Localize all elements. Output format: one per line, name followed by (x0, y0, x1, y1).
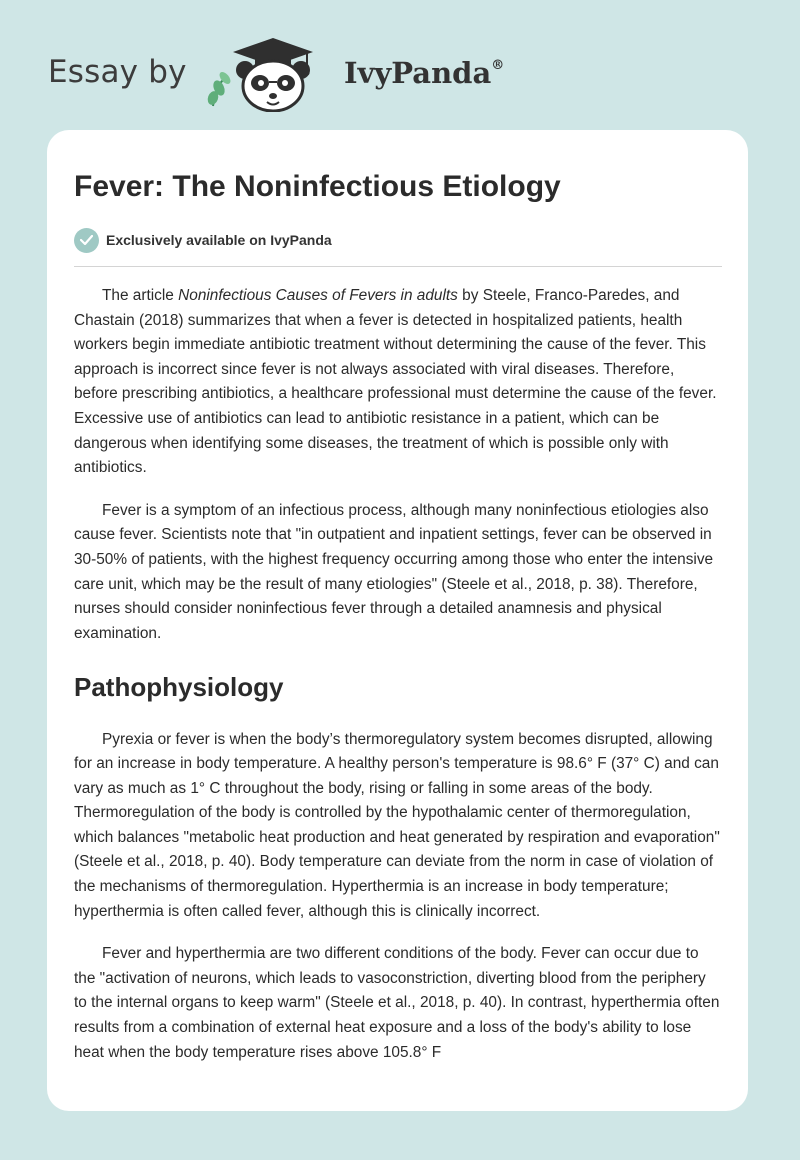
exclusive-badge (74, 227, 722, 253)
brand-prefix: Essay by (48, 54, 187, 90)
article-body (74, 284, 722, 1065)
page-title: Fever: The Noninfectious Etiology (74, 170, 561, 203)
exclusive-label: Exclusively available on IvyPanda (106, 232, 332, 248)
section-heading-pathophysiology: Pathophysiology (74, 672, 284, 703)
article-card (47, 130, 748, 1111)
article-title-citation: Noninfectious Causes of Fevers in adults (178, 287, 458, 304)
paragraph-1: The article Noninfectious Causes of Fevers in adults by Steele, Franco-Paredes, and Chastain (2018) summarizes that when a fever is detected in hospitalized patients, health workers begin immediate antibiotic treatment without determining the cause of the fever. This approach is incorrect since fever is not always associated with viral diseases. Therefore, before prescribing antibiotics, a healthcare professional must determine the cause of the fever. Excessive use of antibiotics can lead to antibiotic resistance in a patient, which can be dangerous when identifying some diseases, the treatment of which is possible only with antibiotics. (74, 287, 717, 477)
paragraph-4: Fever and hyperthermia are two different conditions of the body. Fever can occur due to the "activation of neurons, which leads to vasoconstriction, diverting blood from the periphery to the internal organs to keep warm" (Steele et al., 2018, p. 40). In contrast, hyperthermia often results from a combination of external heat exposure and a loss of the body's ability to lose heat when the body temperature rises above 105.8° F (74, 945, 720, 1061)
brand-header[interactable] (48, 36, 508, 116)
brand-name: IvyPanda® (344, 56, 505, 90)
check-circle-icon (74, 228, 99, 253)
paragraph-3: Pyrexia or fever is when the body’s thermoregulatory system becomes disrupted, allowing for an increase in body temperature. A healthy person's temperature is 98.6° F (37° C) and can vary as much as 1° C throughout the body, rising or falling in some areas of the body. Thermoregulation of the body is controlled by the hypothalamic center of thermoregulation, which balances "metabolic heat production and heat generated by respiration and evaporation" (Steele et al., 2018, p. 40). Body temperature can deviate from the norm in case of violation of the mechanisms of thermoregulation. Hyperthermia is an increase in body temperature; hyperthermia is often called fever, although this is clinically incorrect. (74, 730, 720, 920)
panda-graduate-logo-icon (203, 36, 343, 112)
title-divider (74, 266, 722, 267)
paragraph-2: Fever is a symptom of an infectious process, although many noninfectious etiologies also cause fever. Scientists note that "in outpatient and inpatient settings, fever can be observed in 30-50% of patients, with the highest frequency occurring among those who enter the intensive care unit, which may be the result of many etiologies" (Steele et al., 2018, p. 38). Therefore, nurses should consider noninfectious fever through a detailed anamnesis and physical examination. (74, 501, 714, 642)
